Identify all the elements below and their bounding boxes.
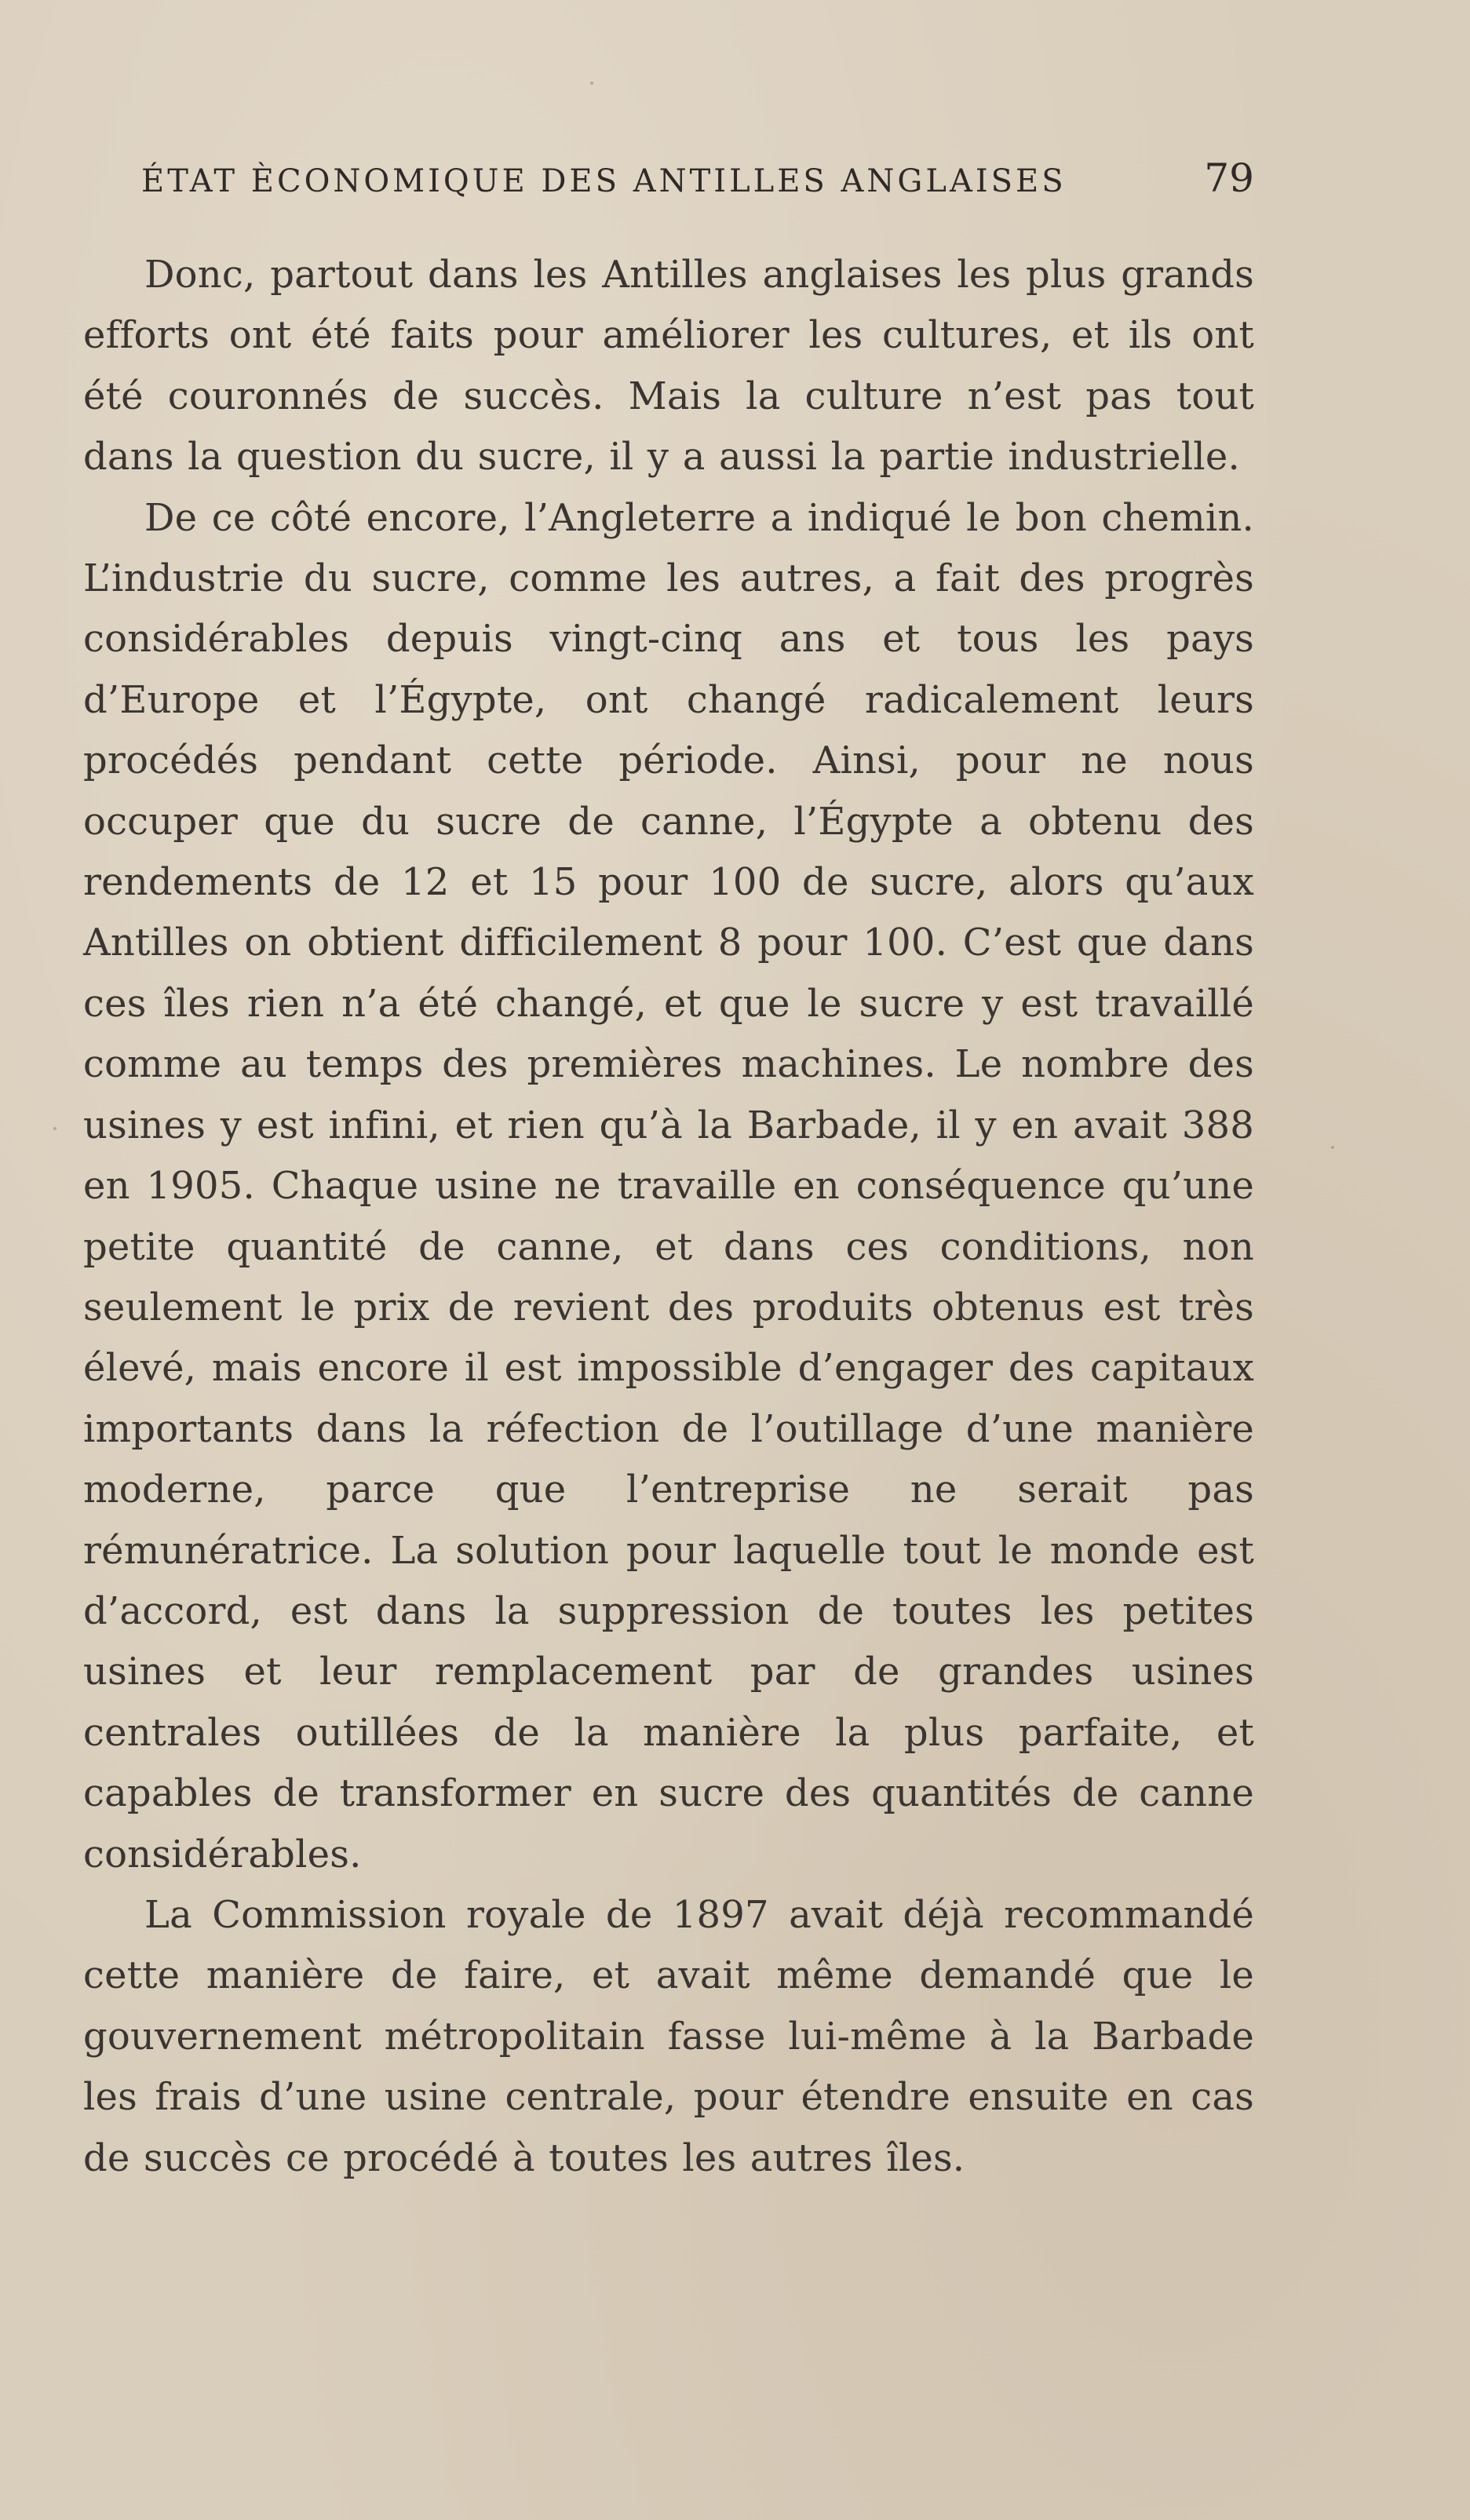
paragraph-3: La Commission royale de 1897 avait déjà recommandé cette manière de faire, et avait même demandé que le gouvernement métropolitain fasse lui-même à la Barbade les frais d’une usine centrale, pour étendre ensuite en cas de succès ce procédé à toutes les autres îles. [83, 1892, 1254, 2180]
paper-speck [590, 82, 593, 85]
paragraph-2: De ce côté encore, l’Angleterre a indiqué le bon chemin. L’industrie du sucre, comme les autres, a fait des progrès considérables depuis vingt-cinq ans et tous les pays d’Europe et l’Égypte, ont changé radicalement leurs procédés pendant cette période. Ainsi, pour ne nous occuper que du sucre de canne, l’Égypte a obtenu des rendements de 12 et 15 pour 100 de sucre, alors qu’aux Antilles on obtient difficilement 8 pour 100. C’est que dans ces îles rien n’a été changé, et que le sucre y est travaillé comme au temps des premières machines. Le nombre des usines y est infini, et rien qu’à la Barbade, il y en avait 388 en 1905. Chaque usine ne travaille en conséquence qu’une petite quantité de canne, et dans ces conditions, non seulement le prix de revient des produits obtenus est très élevé, mais encore il est impossible d’engager des capitaux importants dans la réfection de l’outillage d’une manière moderne, parce que l’entreprise ne serait pas rémunératrice. La solution pour laquelle tout le monde est d’accord, est dans la suppression de toutes les petites usines et leur remplacement par de grandes usines centrales outillées de la manière la plus parfaite, et capables de transformer en sucre des quantités de canne considérables. [83, 495, 1254, 1876]
page-number: 79 [1204, 155, 1254, 201]
paper-speck [1331, 1146, 1334, 1149]
running-title: ÉTAT ÈCONOMIQUE DES ANTILLES ANGLAISES [141, 163, 1067, 199]
body-text [83, 245, 1254, 2189]
paragraph-1: Donc, partout dans les Antilles anglaises les plus grands efforts ont été faits pour améliorer les cultures, et ils ont été couronnés de succès. Mais la culture n’est pas tout dans la question du sucre, il y a aussi la partie industrielle. [83, 253, 1254, 480]
paper-speck [53, 1127, 57, 1130]
running-header [141, 155, 1254, 210]
